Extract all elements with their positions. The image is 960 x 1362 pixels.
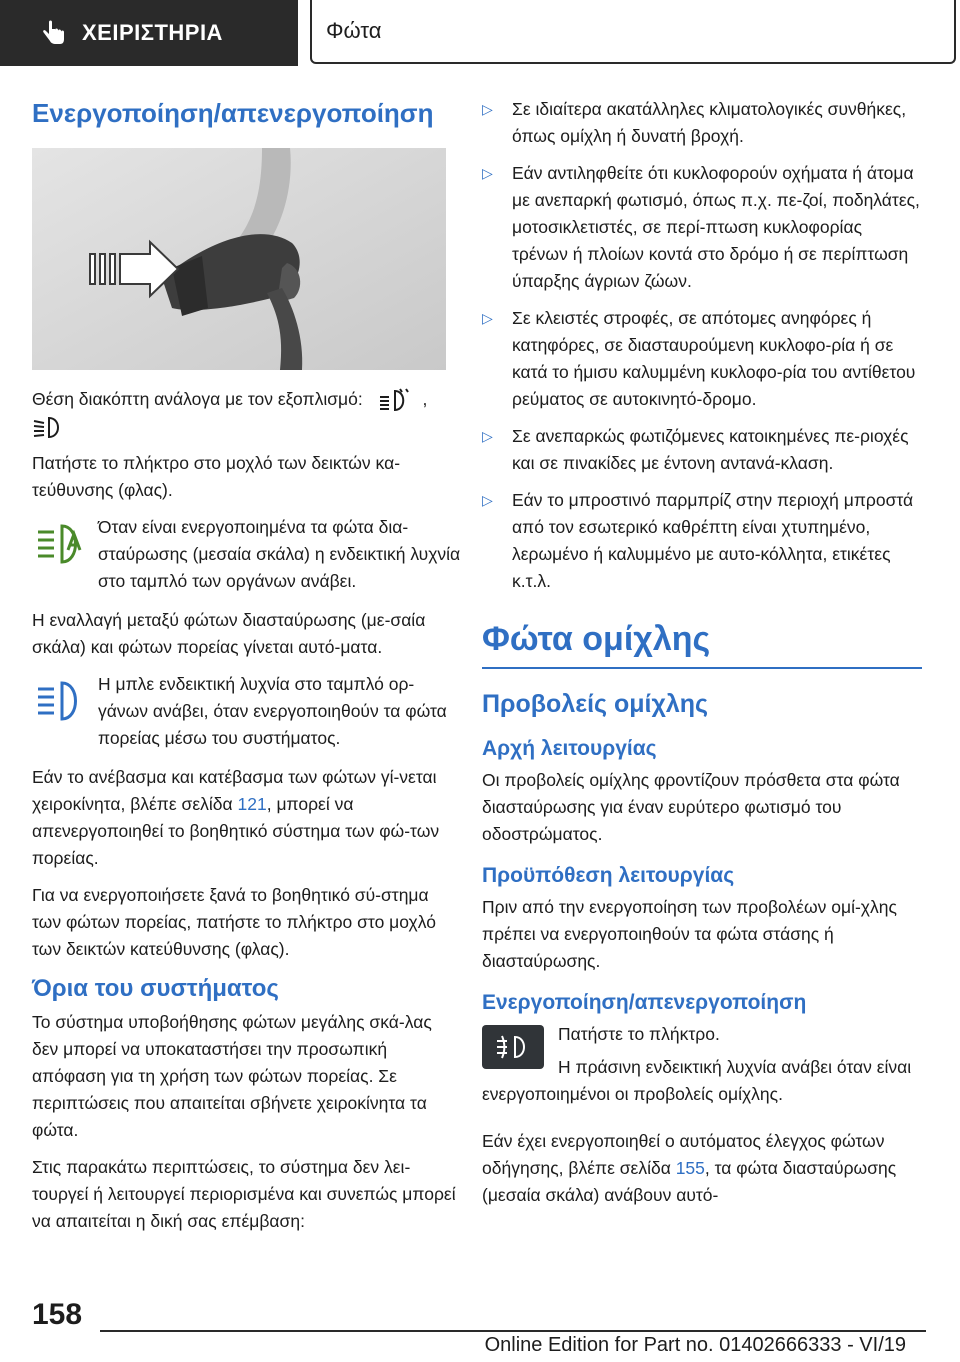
page-155-link[interactable]: 155 <box>675 1158 705 1178</box>
reactivate-text: Για να ενεργοποιήσετε ξανά το βοηθητικό σύ-στημα των φώτων πορείας, πατήστε το πλήκτρο στο μοχλό των δεικτών κατεύθυνσης (φλας). <box>32 885 436 959</box>
page-number: 158 <box>32 1298 83 1331</box>
front-fog-heading: Προβολείς ομίχλης <box>482 690 709 718</box>
beam-switching-text: Η εναλλαγή μεταξύ φώτων διασταύρωσης (με-σαία σκάλα) και φώτων πορείας γίνεται αυτό-ματα. <box>32 610 426 657</box>
limits-bullet-list <box>482 96 922 595</box>
list-item: ▷ Εάν το μπροστινό παρμπρίζ στην περιοχή μπροστά από τον εσωτερικό καθρέπτη είναι χτυπημένο, λερωμένο ή καλυμμένο με αυτο-κόλλητα, ετικέτες κ.τ.λ. <box>482 487 922 595</box>
fog-button-block <box>482 1021 922 1118</box>
system-limits-heading: Όρια του συστήματος <box>32 975 279 1002</box>
list-item: ▷ Σε ιδιαίτερα ακατάλληλες κλιματολογικές συνθήκες, όπως ομίχλη ή δυνατή βροχή. <box>482 96 922 150</box>
function-requirement-text: Πριν από την ενεργοποίηση των προβολέων ομί-χλης πρέπει να ενεργοποιηθούν τα φώτα στάσης ή διασταύρωσης. <box>482 897 897 971</box>
footer-divider <box>100 1330 926 1332</box>
fog-onoff-heading: Ενεργοποίηση/απενεργοποίηση <box>482 991 807 1014</box>
limits-text: Το σύστημα υποβοήθησης φώτων μεγάλης σκά-λας δεν μπορεί να υποκαταστήσει την προσωπική απόφαση για τη χρήση των φώτων πορείας. Σε περιπτώσεις που απαιτείται σβήνετε χειροκίνητα τα φώτα. <box>32 1012 432 1140</box>
high-beam-assistant-icon <box>32 516 88 572</box>
topic-tab <box>310 0 956 64</box>
triangle-bullet-icon: ▷ <box>482 101 493 117</box>
low-beam-lever-icon <box>378 388 412 412</box>
fog-lights-heading: Φώτα ομίχλης <box>482 617 922 669</box>
switch-photo <box>32 148 446 370</box>
triangle-bullet-icon: ▷ <box>482 310 493 326</box>
blue-indicator-note: Η μπλε ενδεικτική λυχνία στο ταμπλό ορ-γάνων ανάβει, όταν ενεργοποιηθούν τα φώτα πορείας μέσω του συστήματος. <box>32 671 462 752</box>
manual-section-tab[interactable] <box>0 0 298 66</box>
right-column <box>482 96 922 1219</box>
high-beam-blue-icon <box>32 673 88 729</box>
green-indicator-text: Η πράσινη ενδεικτική λυχνία ανάβει όταν είναι ενεργοποιημένοι οι προβολείς ομίχλης. <box>482 1057 912 1104</box>
page-121-link[interactable]: 121 <box>237 794 267 814</box>
manual-beam-text: Εάν το ανέβασμα και κατέβασμα των φώτων γί-νεται χειροκίνητα, βλέπε σελίδα 121, μπορεί να απενεργοποιηθεί το βοηθητικό σύστημα των φώ-των πορείας. <box>32 767 440 868</box>
function-requirement-heading: Προϋπόθεση λειτουργίας <box>482 864 735 887</box>
hand-pointer-icon <box>38 18 68 48</box>
manual-section-label: ΧΕΙΡΙΣΤΗΡΙΑ <box>82 20 223 45</box>
triangle-bullet-icon: ▷ <box>482 492 493 508</box>
fog-light-button[interactable] <box>482 1025 544 1069</box>
page-footer <box>0 1290 960 1362</box>
press-key-text: Πατήστε το πλήκτρο. <box>558 1024 720 1044</box>
auto-headlight-text: Εάν έχει ενεργοποιηθεί ο αυτόματος έλεγχος φώτων οδήγησης, βλέπε σελίδα 155, τα φώτα διασταύρωσης (μεσαία σκάλα) ανάβουν αυτό- <box>482 1131 897 1205</box>
low-beam-indicator-icon <box>32 415 62 439</box>
triangle-bullet-icon: ▷ <box>482 428 493 444</box>
press-button-text: Πατήστε το πλήκτρο στο μοχλό των δεικτών κα-τεύθυνσης (φλας). <box>32 453 401 500</box>
switch-position-caption: Θέση διακόπτη ανάλογα με τον εξοπλισμό: , <box>32 386 462 440</box>
list-item: ▷ Εάν αντιληφθείτε ότι κυκλοφορούν οχήματα ή άτομα με ανεπαρκή φωτισμό, όπως π.χ. πε-ζοί, ποδηλάτες, μοτοσικλετιστές, σε περί-πτωση κυκλοφορίας τρένων ή πλοίων κοντά στο δρόμο ή σε περίπτωση ύπαρξης άγριων ζώων. <box>482 160 922 295</box>
limits-cases-text: Στις παρακάτω περιπτώσεις, το σύστημα δεν λει-τουργεί ή λειτουργεί περιορισμένα και συνεπώς μπορεί να απαιτείται η δική σας επέμβαση: <box>32 1157 456 1231</box>
page-header <box>0 0 960 66</box>
list-item: ▷ Σε κλειστές στροφές, σε απότομες ανηφόρες ή κατηφόρες, σε διασταυρούμενη κυκλοφο-ρία ή σε κατά το ήμισυ καλυμμένη κυκλοφο-ρία του αντίθετου ρεύματος σε αυτοκινητό-δρομο. <box>482 305 922 413</box>
edition-text: Online Edition for Part no. 01402666333 - VI/19 <box>484 1334 906 1356</box>
topic-label: Φώτα <box>326 18 382 43</box>
triangle-bullet-icon: ▷ <box>482 165 493 181</box>
left-column <box>32 96 462 1245</box>
fog-light-icon <box>493 1033 533 1061</box>
section-title-onoff: Ενεργοποίηση/απενεργοποίηση <box>32 98 434 128</box>
high-beam-assist-note: Όταν είναι ενεργοποιημένα τα φώτα δια-σταύρωσης (μεσαία σκάλα) η ενδεικτική λυχνία στο ταμπλό των οργάνων ανάβει. <box>32 514 462 595</box>
list-item: ▷ Σε ανεπαρκώς φωτιζόμενες κατοικημένες πε-ριοχές και σε πινακίδες με έντονη αντανά-κλαση. <box>482 423 922 477</box>
function-principle-heading: Αρχή λειτουργίας <box>482 737 657 760</box>
function-principle-text: Οι προβολείς ομίχλης φροντίζουν πρόσθετα στα φώτα διασταύρωσης για έναν ευρύτερο φωτισμό του οδοστρώματος. <box>482 770 900 844</box>
